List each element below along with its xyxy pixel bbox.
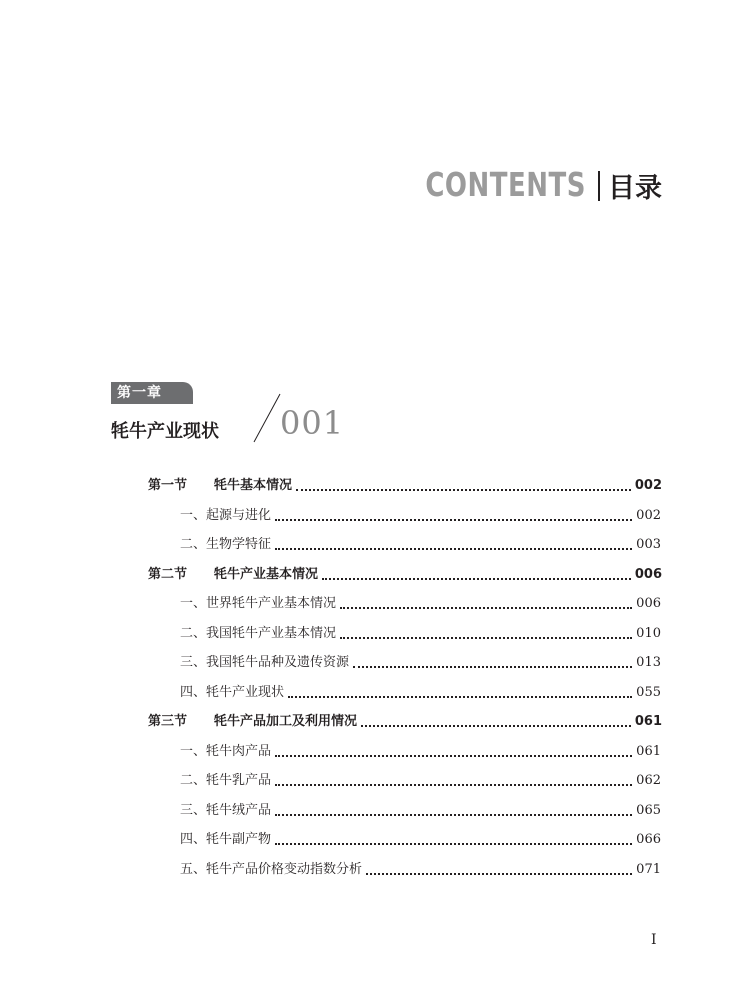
toc-page-number: 065 [636, 802, 661, 818]
toc-page-number: 055 [636, 684, 661, 700]
toc-dot-leader [296, 488, 631, 491]
toc-item-row[interactable] [180, 504, 661, 528]
toc-page-number: 002 [634, 478, 662, 493]
toc-page-number: 013 [636, 655, 661, 670]
toc-dot-leader [322, 577, 631, 580]
toc-item-row[interactable] [180, 769, 661, 793]
toc-entry-label: 二、我国牦牛产业基本情况 [180, 625, 337, 641]
toc-entry-label: 牦牛基本情况 [214, 478, 293, 493]
toc-entry-label: 牦牛产业基本情况 [214, 566, 319, 582]
toc-dot-leader [361, 724, 631, 727]
toc-section-row[interactable] [148, 474, 662, 498]
toc-dot-leader [353, 665, 632, 668]
toc-dot-leader [340, 636, 632, 639]
toc-dot-leader [366, 872, 632, 875]
folio-page-number: I [651, 932, 657, 948]
toc-section-number: 第二节 [148, 566, 188, 582]
toc-page-number: 066 [636, 832, 661, 847]
toc-item-row[interactable] [180, 533, 661, 557]
toc-page-number: 002 [636, 507, 661, 523]
toc-item-row[interactable] [180, 828, 661, 852]
toc-item-row[interactable] [180, 681, 661, 705]
toc-entry-label: 一、起源与进化 [180, 507, 272, 523]
toc-dot-leader [288, 695, 632, 698]
toc-section-number: 第三节 [148, 714, 188, 729]
toc-item-row[interactable] [180, 740, 661, 764]
toc-entry-label: 一、牦牛肉产品 [180, 743, 272, 759]
toc-dot-leader [275, 547, 632, 550]
toc-page-number: 071 [636, 861, 661, 877]
toc-entry-label: 二、生物学特征 [180, 537, 272, 552]
contents-header [425, 166, 662, 205]
toc-page-number: 061 [636, 743, 661, 759]
toc-dot-leader [275, 813, 632, 816]
toc-section-number: 第一节 [148, 478, 188, 493]
toc-item-row[interactable] [180, 651, 661, 675]
toc-entry-label: 牦牛产品加工及利用情况 [214, 714, 358, 729]
title-divider [598, 171, 600, 201]
chapter-slash-divider [250, 392, 284, 444]
toc-item-row[interactable] [180, 858, 661, 882]
chapter-page-number: 001 [280, 404, 345, 442]
toc-dot-leader [275, 842, 632, 845]
contents-title-cn: 目录 [608, 173, 662, 204]
toc-page-number: 006 [636, 596, 661, 611]
toc-page-number: 061 [634, 714, 662, 729]
chapter-title: 牦牛产业现状 [111, 421, 219, 442]
toc-page-number: 003 [636, 537, 661, 552]
toc-page-number: 006 [634, 566, 662, 582]
toc-item-row[interactable] [180, 799, 661, 823]
toc-section-row[interactable] [148, 563, 662, 587]
toc-entry-label: 五、牦牛产品价格变动指数分析 [180, 861, 363, 877]
toc-entry-label: 三、我国牦牛品种及遗传资源 [180, 655, 350, 670]
toc-entry-label: 三、牦牛绒产品 [180, 802, 272, 818]
toc-section-row[interactable] [148, 710, 662, 734]
toc-entry-label: 二、牦牛乳产品 [180, 773, 272, 788]
toc-page-number: 062 [636, 773, 661, 788]
toc-item-row[interactable] [180, 622, 661, 646]
toc-dot-leader [340, 606, 632, 609]
toc-entry-label: 一、世界牦牛产业基本情况 [180, 596, 337, 611]
contents-title-en: CONTENTS [425, 166, 586, 205]
toc-entry-label: 四、牦牛产业现状 [180, 684, 285, 700]
toc-dot-leader [275, 783, 632, 786]
toc-dot-leader [275, 518, 632, 521]
chapter-badge: 第一章 [111, 382, 193, 404]
toc-page-number: 010 [636, 625, 661, 641]
toc-dot-leader [275, 754, 632, 757]
toc-item-row[interactable] [180, 592, 661, 616]
toc-entry-label: 四、牦牛副产物 [180, 832, 272, 847]
